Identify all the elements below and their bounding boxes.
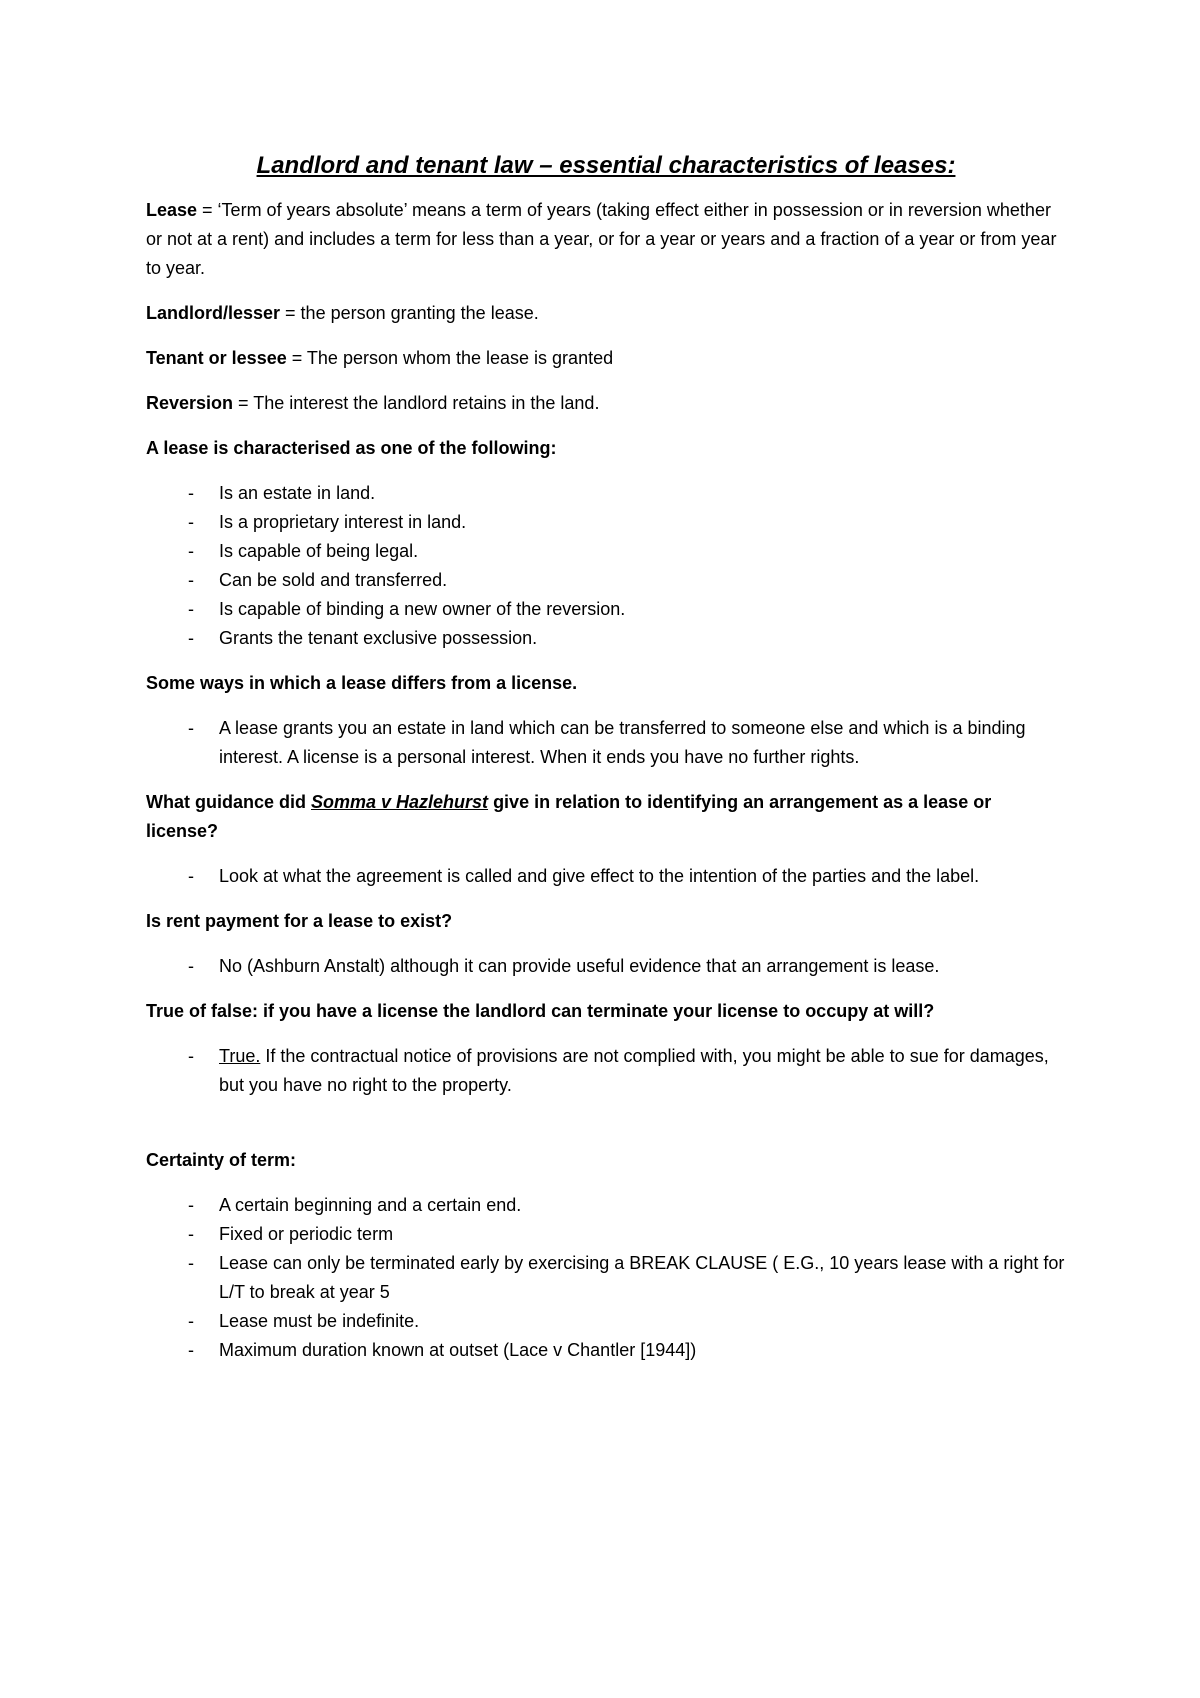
definition-term: Landlord/lesser <box>146 303 281 323</box>
heading-text: True of false: if you have a license the landlord can terminate your license to occupy at will? <box>146 1001 935 1021</box>
definition-landlord <box>146 299 1066 328</box>
document-page <box>146 150 1066 1381</box>
heading-text: Is rent payment for a lease to exist? <box>146 911 453 931</box>
answer-label: True. <box>219 1046 261 1066</box>
case-name: Somma v Hazlehurst <box>311 792 489 812</box>
somma-list <box>146 862 1066 891</box>
rent-list <box>146 952 1066 981</box>
heading-text: Certainty of term: <box>146 1150 297 1170</box>
heading-text: Some ways in which a lease differs from a license. <box>146 673 578 693</box>
definition-reversion <box>146 389 1066 418</box>
list-item: - Is capable of being legal. <box>146 537 1066 566</box>
definition-lease <box>146 196 1066 283</box>
definition-text: = ‘Term of years absolute’ means a term of years (taking effect either in possession or in reversion whether or not at a rent) and includes a term for less than a year, or for a year or years and a fraction of a year or from year to year. <box>146 200 1057 278</box>
definition-text: = The person whom the lease is granted <box>286 348 614 368</box>
definition-text: = The interest the landlord retains in the land. <box>233 393 600 413</box>
list-item: - Lease must be indefinite. <box>146 1307 1066 1336</box>
list-item: - Is capable of binding a new owner of the reversion. <box>146 595 1066 624</box>
differs-list <box>146 714 1066 772</box>
blank-line <box>146 1116 1066 1146</box>
section-heading-differs <box>146 669 1066 698</box>
list-item: - Look at what the agreement is called and give effect to the intention of the parties and the label. <box>146 862 1066 891</box>
definition-term: Lease <box>146 200 198 220</box>
section-heading-characteristics <box>146 434 1066 463</box>
heading-text: What guidance did <box>146 792 311 812</box>
list-item: - Grants the tenant exclusive possession. <box>146 624 1066 653</box>
list-item: - Fixed or periodic term <box>146 1220 1066 1249</box>
definition-text: = the person granting the lease. <box>280 303 539 323</box>
section-heading-rent <box>146 907 1066 936</box>
section-heading-certainty <box>146 1146 1066 1175</box>
license-list <box>146 1042 1066 1100</box>
list-item: - A lease grants you an estate in land which can be transferred to someone else and which is a binding interest. A license is a personal interest. When it ends you have no further rights. <box>146 714 1066 772</box>
definition-tenant <box>146 344 1066 373</box>
section-heading-license <box>146 997 1066 1026</box>
list-item: - Is a proprietary interest in land. <box>146 508 1066 537</box>
list-item: - Lease can only be terminated early by exercising a BREAK CLAUSE ( E.G., 10 years lease with a right for L/T to break at year 5 <box>146 1249 1066 1307</box>
characteristics-list <box>146 479 1066 653</box>
list-item: - Can be sold and transferred. <box>146 566 1066 595</box>
list-item <box>146 1042 1066 1100</box>
list-item: - Maximum duration known at outset (Lace v Chantler [1944]) <box>146 1336 1066 1365</box>
definition-term: Reversion <box>146 393 234 413</box>
section-heading-somma <box>146 788 1066 846</box>
certainty-list <box>146 1191 1066 1365</box>
list-item: - No (Ashburn Anstalt) although it can provide useful evidence that an arrangement is lease. <box>146 952 1066 981</box>
list-item: - Is an estate in land. <box>146 479 1066 508</box>
heading-text: A lease is characterised as one of the following: <box>146 438 557 458</box>
definition-term: Tenant or lessee <box>146 348 287 368</box>
document-title: Landlord and tenant law – essential characteristics of leases: <box>256 152 956 179</box>
answer-text: If the contractual notice of provisions are not complied with, you might be able to sue for damages, but you have no right to the property. <box>219 1046 1049 1095</box>
heading-text: give in relation to identifying an arrangement as a lease or license? <box>146 792 992 841</box>
list-item: - A certain beginning and a certain end. <box>146 1191 1066 1220</box>
